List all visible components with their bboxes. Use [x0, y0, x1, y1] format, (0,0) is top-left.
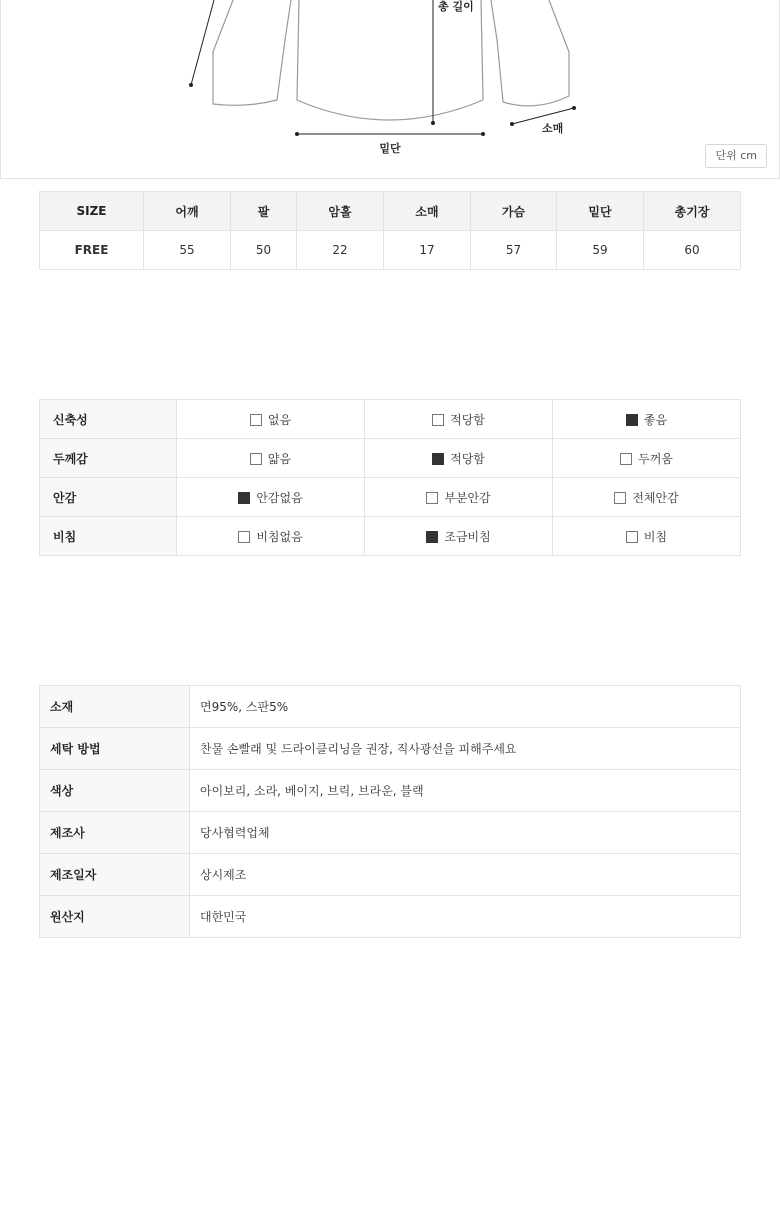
fabric-feel-table — [39, 399, 741, 556]
attribute-option — [365, 400, 553, 439]
attribute-option — [553, 517, 741, 556]
checkbox-icon — [238, 492, 250, 504]
garment-illustration — [1, 0, 779, 178]
option-label: 비침없음 — [256, 529, 303, 544]
size-value-cell: 22 — [297, 231, 384, 270]
size-header-cell: 팔 — [231, 192, 297, 231]
option-label: 조금비침 — [444, 529, 491, 544]
size-header-cell: 어깨 — [144, 192, 231, 231]
size-header-cell: 밑단 — [557, 192, 644, 231]
right-sleeve-outline — [491, 0, 569, 106]
hem-label: 밑단 — [379, 142, 401, 155]
attribute-label: 안감 — [40, 478, 177, 517]
size-value-cell: 55 — [144, 231, 231, 270]
checkbox-icon — [620, 453, 632, 465]
checkbox-icon — [426, 492, 438, 504]
option-label: 좋음 — [643, 412, 668, 427]
info-value: 찬물 손빨래 및 드라이클리닝을 권장, 직사광선을 피해주세요 — [190, 728, 741, 770]
checkbox-icon — [626, 531, 638, 543]
size-header-cell: 소매 — [384, 192, 471, 231]
size-name-cell: FREE — [40, 231, 144, 270]
info-value: 아이보리, 소라, 베이지, 브릭, 브라운, 블랙 — [190, 770, 741, 812]
table-row — [40, 517, 741, 556]
checkbox-icon — [432, 414, 444, 426]
sleeve-label: 소매 — [542, 122, 564, 135]
size-header-cell: 암홀 — [297, 192, 384, 231]
info-value: 대한민국 — [190, 896, 741, 938]
table-row — [40, 400, 741, 439]
info-value: 면95%, 스판5% — [190, 686, 741, 728]
table-row — [40, 728, 741, 770]
size-header-cell: 가슴 — [471, 192, 557, 231]
checkbox-icon — [250, 453, 262, 465]
checkbox-icon — [238, 531, 250, 543]
measurement-diagram — [0, 0, 780, 179]
attribute-label: 신축성 — [40, 400, 177, 439]
checkbox-icon — [614, 492, 626, 504]
option-label: 비침 — [643, 529, 668, 544]
attribute-option — [177, 517, 365, 556]
checkbox-icon — [626, 414, 638, 426]
attribute-option — [553, 439, 741, 478]
size-header-cell: SIZE — [40, 192, 144, 231]
attribute-option — [177, 478, 365, 517]
option-label: 적당함 — [450, 451, 485, 466]
size-value-cell: 17 — [384, 231, 471, 270]
info-label: 원산지 — [40, 896, 190, 938]
table-row — [40, 439, 741, 478]
size-value-cell: 59 — [557, 231, 644, 270]
attribute-option — [177, 439, 365, 478]
info-label: 제조사 — [40, 812, 190, 854]
info-label: 세탁 방법 — [40, 728, 190, 770]
table-row — [40, 231, 741, 270]
info-value: 상시제조 — [190, 854, 741, 896]
option-label: 두꺼움 — [638, 451, 673, 466]
checkbox-icon — [426, 531, 438, 543]
attribute-option — [365, 478, 553, 517]
option-label: 없음 — [267, 412, 292, 427]
attribute-option — [365, 517, 553, 556]
size-header-cell: 총기장 — [644, 192, 741, 231]
option-label: 안감없음 — [256, 490, 303, 505]
left-sleeve-outline — [213, 0, 291, 105]
info-label: 소재 — [40, 686, 190, 728]
table-row — [40, 770, 741, 812]
size-value-cell: 50 — [231, 231, 297, 270]
attribute-option — [553, 478, 741, 517]
size-value-cell: 60 — [644, 231, 741, 270]
left-measure-line — [191, 0, 214, 85]
option-label: 얇음 — [267, 451, 292, 466]
attribute-label: 두께감 — [40, 439, 177, 478]
total-length-label: 총 길이 — [438, 0, 474, 13]
size-table-header — [40, 192, 741, 231]
attribute-label: 비침 — [40, 517, 177, 556]
product-info-table — [39, 685, 741, 938]
attribute-option — [553, 400, 741, 439]
info-value: 당사협력업체 — [190, 812, 741, 854]
table-row — [40, 812, 741, 854]
attribute-option — [365, 439, 553, 478]
body-outline — [297, 0, 483, 120]
info-label: 제조일자 — [40, 854, 190, 896]
unit-badge: 단위 cm — [705, 144, 767, 168]
table-row — [40, 854, 741, 896]
option-label: 전체안감 — [632, 490, 679, 505]
table-row — [40, 686, 741, 728]
checkbox-icon — [250, 414, 262, 426]
table-row — [40, 896, 741, 938]
attribute-option — [177, 400, 365, 439]
option-label: 적당함 — [450, 412, 485, 427]
table-row — [40, 478, 741, 517]
info-label: 색상 — [40, 770, 190, 812]
checkbox-icon — [432, 453, 444, 465]
size-table — [39, 191, 741, 270]
option-label: 부분안감 — [444, 490, 491, 505]
size-value-cell: 57 — [471, 231, 557, 270]
